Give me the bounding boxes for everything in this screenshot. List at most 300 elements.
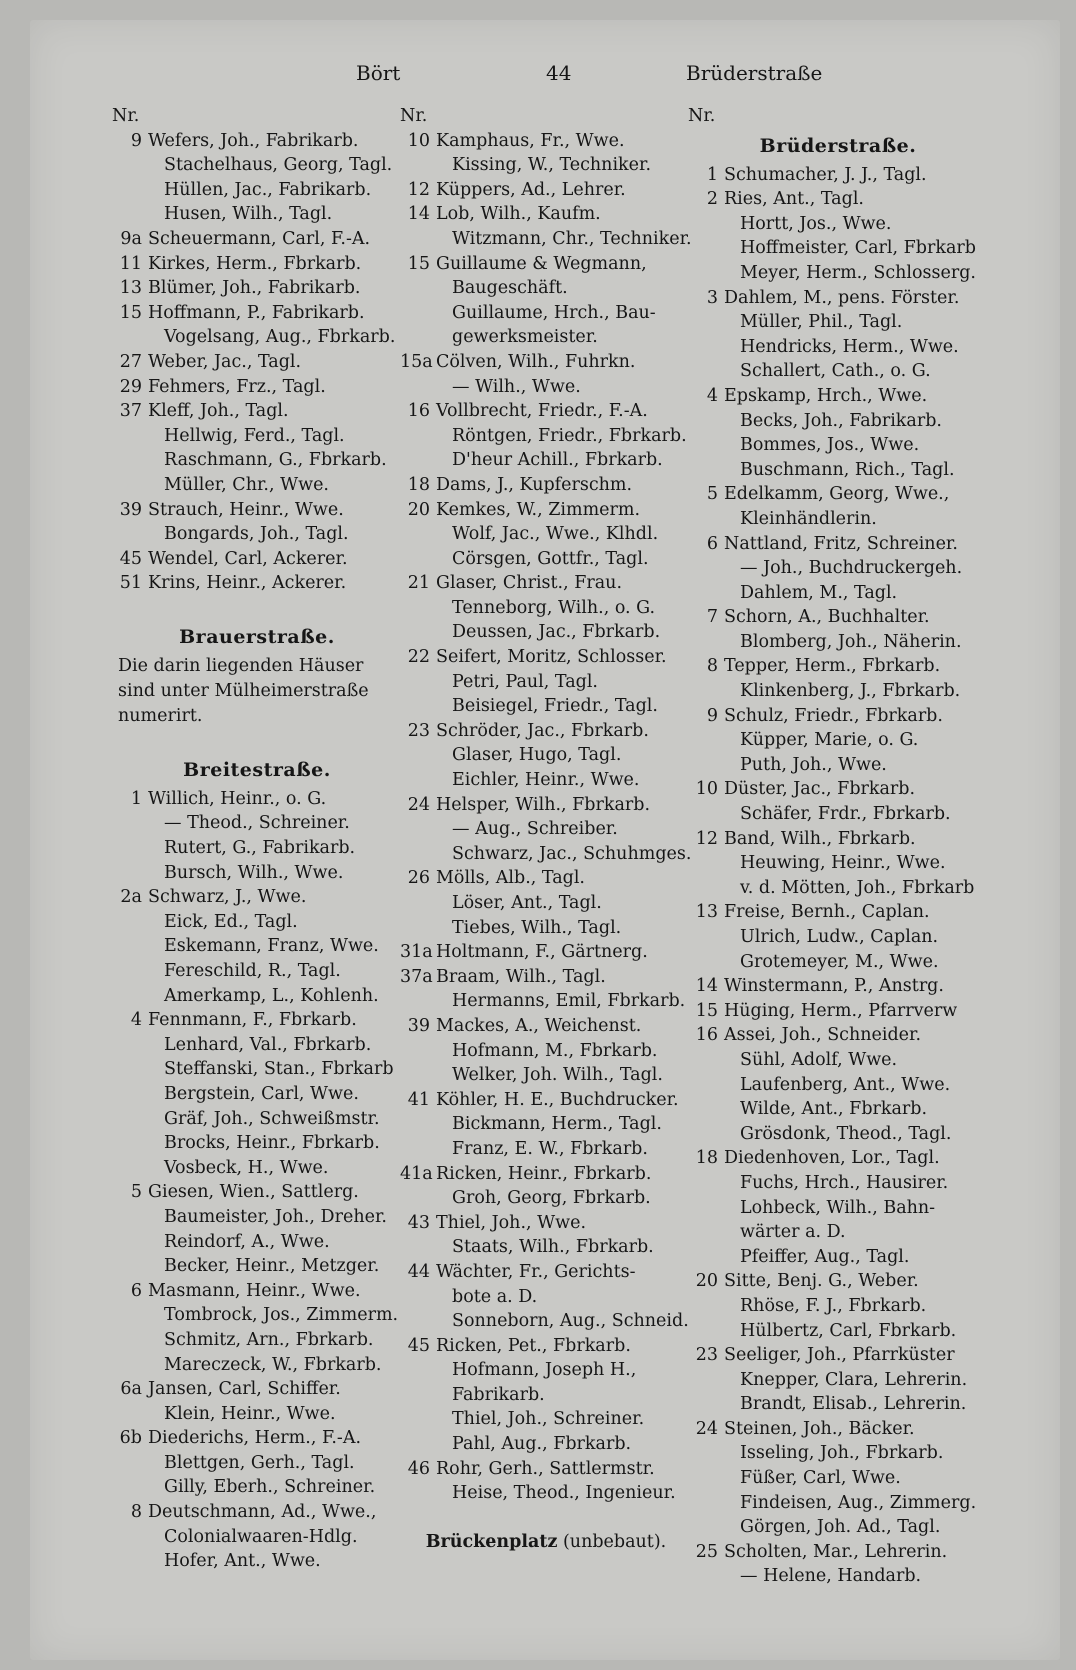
directory-entry xyxy=(400,1162,692,1187)
resident-text: Klinkenberg, J., Fbrkarb. xyxy=(740,681,961,702)
resident-text: Schorn, A., Buchhalter. xyxy=(724,607,930,628)
directory-entry xyxy=(400,1285,692,1310)
directory-entry xyxy=(688,335,988,360)
resident-text: v. d. Mötten, Joh., Fbrkarb xyxy=(740,877,975,898)
directory-entry xyxy=(400,1358,692,1383)
directory-entry xyxy=(112,861,402,886)
house-number: 37a xyxy=(400,966,433,987)
entry-list xyxy=(112,129,402,596)
resident-text: Schäfer, Frdr., Fbrkarb. xyxy=(740,804,951,825)
directory-entry xyxy=(688,482,988,507)
house-number: 2a xyxy=(120,887,142,908)
directory-entry xyxy=(400,620,692,645)
directory-entry xyxy=(112,252,402,277)
directory-entry xyxy=(688,1294,988,1319)
resident-text: Bickmann, Herm., Tagl. xyxy=(452,1114,662,1135)
resident-text: Meyer, Herm., Schlosserg. xyxy=(740,262,976,283)
resident-text: Deutschmann, Ad., Wwe., xyxy=(148,1502,377,1523)
directory-entry xyxy=(688,384,988,409)
resident-text: Hortt, Jos., Wwe. xyxy=(740,213,892,234)
directory-entry xyxy=(688,630,988,655)
page-header xyxy=(116,58,996,88)
house-number: 8 xyxy=(706,656,718,677)
resident-text: Ries, Ant., Tagl. xyxy=(724,189,864,210)
house-number: 20 xyxy=(695,1271,718,1292)
resident-text: bote a. D. xyxy=(452,1286,538,1307)
resident-text: Masmann, Heinr., Wwe. xyxy=(148,1280,361,1301)
resident-text: Becks, Joh., Fabrikarb. xyxy=(740,410,942,431)
resident-text: Sonneborn, Aug., Schneid. xyxy=(452,1311,689,1332)
house-number: 24 xyxy=(407,794,430,815)
nr-label: Nr. xyxy=(688,106,716,126)
note-line: sind unter Mülheimerstraße xyxy=(118,681,369,702)
resident-text: Hoffmann, P., Fabrikarb. xyxy=(148,302,365,323)
resident-text: Schmitz, Arn., Fbrkarb. xyxy=(164,1329,374,1350)
directory-entry xyxy=(400,1407,692,1432)
directory-entry xyxy=(112,1279,402,1304)
directory-entry xyxy=(400,940,692,965)
resident-text: Hülbertz, Carl, Fbrkarb. xyxy=(740,1320,957,1341)
resident-text: Ricken, Heinr., Fbrkarb. xyxy=(436,1163,652,1184)
resident-text: Bursch, Wilh., Wwe. xyxy=(164,862,344,883)
street-heading-breitestrasse: Breitestraße. xyxy=(183,758,331,781)
house-number: 51 xyxy=(119,573,142,594)
directory-entry xyxy=(688,876,988,901)
directory-entry xyxy=(112,1451,402,1476)
directory-entry xyxy=(112,1107,402,1132)
resident-text: Schumacher, J. J., Tagl. xyxy=(724,164,927,185)
directory-entry xyxy=(688,1441,988,1466)
directory-entry xyxy=(112,178,402,203)
directory-entry xyxy=(112,522,402,547)
resident-text: Diedenhoven, Lor., Tagl. xyxy=(724,1148,940,1169)
resident-text: Schallert, Cath., o. G. xyxy=(740,361,931,382)
resident-text: Seifert, Moritz, Schlosser. xyxy=(436,647,667,668)
resident-text: Ulrich, Ludw., Caplan. xyxy=(740,927,939,947)
house-number: 24 xyxy=(695,1418,718,1439)
directory-entry xyxy=(688,950,988,975)
directory-entry xyxy=(112,787,402,812)
resident-text: Jansen, Carl, Schiffer. xyxy=(148,1379,341,1400)
resident-text: Grotemeyer, M., Wwe. xyxy=(740,951,939,972)
directory-entry xyxy=(688,1564,988,1589)
resident-text: Mareczeck, W., Fbrkarb. xyxy=(164,1354,382,1375)
resident-text: Thiel, Joh., Wwe. xyxy=(436,1212,587,1233)
house-number: 4 xyxy=(706,385,718,406)
directory-entry xyxy=(112,571,402,596)
resident-text: Fuchs, Hrch., Hausirer. xyxy=(740,1172,949,1193)
directory-entry xyxy=(688,851,988,876)
directory-entry xyxy=(400,891,692,916)
house-number: 15 xyxy=(695,1000,718,1021)
resident-text: Pahl, Aug., Fbrkarb. xyxy=(452,1434,632,1455)
directory-entry xyxy=(688,753,988,778)
resident-text: Kirkes, Herm., Fbrkarb. xyxy=(148,253,362,274)
directory-entry xyxy=(400,325,692,350)
column-1 xyxy=(112,104,402,1574)
resident-text: — Joh., Buchdruckergeh. xyxy=(740,558,963,579)
resident-text: Franz, E. W., Fbrkarb. xyxy=(452,1138,648,1159)
nr-label: Nr. xyxy=(400,106,428,126)
resident-text: Düster, Jac., Fbrkarb. xyxy=(724,779,916,800)
directory-entry xyxy=(688,507,988,532)
house-number: 16 xyxy=(695,1025,718,1046)
directory-entry xyxy=(400,473,692,498)
resident-text: Fabrikarb. xyxy=(452,1384,545,1405)
directory-entry xyxy=(688,310,988,335)
resident-text: Isseling, Joh., Fbrkarb. xyxy=(740,1443,944,1464)
house-number: 14 xyxy=(407,204,430,225)
directory-entry xyxy=(688,286,988,311)
directory-entry xyxy=(112,1377,402,1402)
house-number: 22 xyxy=(407,647,430,668)
house-number: 21 xyxy=(407,573,430,594)
directory-entry xyxy=(688,187,988,212)
directory-entry xyxy=(400,1137,692,1162)
directory-entry xyxy=(400,399,692,424)
house-number: 39 xyxy=(407,1015,430,1036)
resident-text: Tombrock, Jos., Zimmerm. xyxy=(164,1305,399,1326)
directory-entry xyxy=(688,777,988,802)
directory-entry xyxy=(112,1549,402,1574)
resident-text: Tepper, Herm., Fbrkarb. xyxy=(724,656,941,677)
resident-text: Kissing, W., Techniker. xyxy=(452,155,652,176)
resident-text: Steinen, Joh., Bäcker. xyxy=(724,1418,915,1439)
directory-entry xyxy=(112,811,402,836)
house-number: 43 xyxy=(407,1212,430,1233)
house-number: 46 xyxy=(407,1458,430,1479)
house-number: 23 xyxy=(695,1345,718,1366)
resident-text: gewerksmeister. xyxy=(452,327,598,348)
resident-text: Kemkes, W., Zimmerm. xyxy=(436,499,641,520)
resident-text: Hellwig, Ferd., Tagl. xyxy=(164,425,345,446)
resident-text: — Aug., Schreiber. xyxy=(452,819,618,840)
house-number: 11 xyxy=(119,253,142,274)
resident-text: Wolf, Jac., Wwe., Klhdl. xyxy=(452,524,659,545)
directory-entry xyxy=(688,1122,988,1147)
directory-entry xyxy=(112,1033,402,1058)
directory-entry xyxy=(112,836,402,861)
house-number: 10 xyxy=(695,779,718,800)
directory-entry xyxy=(688,212,988,237)
resident-text: Küppers, Ad., Lehrer. xyxy=(436,179,626,200)
directory-entry xyxy=(688,925,988,950)
resident-text: Laufenberg, Ant., Wwe. xyxy=(740,1074,951,1095)
directory-entry xyxy=(112,1230,402,1255)
brueckenplatz-line xyxy=(400,1530,692,1555)
directory-entry xyxy=(400,719,692,744)
house-number: 45 xyxy=(407,1335,430,1356)
directory-entry xyxy=(112,1500,402,1525)
resident-text: Gilly, Eberh., Schreiner. xyxy=(164,1477,376,1498)
directory-entry xyxy=(112,1082,402,1107)
directory-entry xyxy=(400,1063,692,1088)
resident-text: Strauch, Heinr., Wwe. xyxy=(148,499,344,520)
resident-text: Rhöse, F. J., Fbrkarb. xyxy=(740,1295,927,1316)
resident-text: Steffanski, Stan., Fbrkarb xyxy=(164,1059,394,1080)
header-right: Brüderstraße xyxy=(686,61,823,85)
directory-entry xyxy=(112,473,402,498)
directory-entry xyxy=(112,424,402,449)
directory-entry xyxy=(112,202,402,227)
directory-entry xyxy=(400,743,692,768)
resident-text: Becker, Heinr., Metzger. xyxy=(164,1256,380,1277)
resident-text: Görgen, Joh. Ad., Tagl. xyxy=(740,1517,941,1538)
directory-entry xyxy=(688,1515,988,1540)
directory-entry xyxy=(400,301,692,326)
resident-text: Reindorf, A., Wwe. xyxy=(164,1231,330,1252)
house-number: 26 xyxy=(407,868,430,889)
resident-text: Hofer, Ant., Wwe. xyxy=(164,1551,321,1572)
resident-text: Kamphaus, Fr., Wwe. xyxy=(436,130,625,151)
resident-text: Hüging, Herm., Pfarrverw xyxy=(724,1000,958,1021)
resident-text: — Wilh., Wwe. xyxy=(452,376,581,397)
directory-entry xyxy=(112,1475,402,1500)
resident-text: Freise, Bernh., Caplan. xyxy=(724,902,930,923)
resident-text: Buschmann, Rich., Tagl. xyxy=(740,459,955,480)
directory-entry xyxy=(112,325,402,350)
house-number: 12 xyxy=(695,828,718,849)
directory-entry xyxy=(688,1196,988,1221)
directory-entry xyxy=(400,1457,692,1482)
resident-text: Küpper, Marie, o. G. xyxy=(740,730,919,751)
directory-entry xyxy=(688,1269,988,1294)
directory-entry xyxy=(400,989,692,1014)
directory-entry xyxy=(112,1254,402,1279)
directory-entry xyxy=(400,522,692,547)
directory-entry xyxy=(400,793,692,818)
house-number: 10 xyxy=(407,130,430,151)
house-number: 14 xyxy=(695,976,718,997)
house-number: 37 xyxy=(119,401,142,422)
resident-text: Tenneborg, Wilh., o. G. xyxy=(452,597,656,618)
directory-entry xyxy=(688,1466,988,1491)
street-heading-bruederstrasse: Brüderstraße. xyxy=(759,134,917,157)
resident-text: Hoffmeister, Carl, Fbrkarb xyxy=(740,238,976,259)
directory-entry xyxy=(688,1417,988,1442)
house-number: 6 xyxy=(130,1280,142,1301)
directory-entry xyxy=(688,409,988,434)
directory-entry xyxy=(112,1525,402,1550)
resident-text: Röntgen, Friedr., Fbrkarb. xyxy=(452,425,687,446)
directory-entry xyxy=(400,1309,692,1334)
resident-text: Edelkamm, Georg, Wwe., xyxy=(724,484,950,505)
header-left: Bört xyxy=(356,61,401,85)
house-number: 5 xyxy=(130,1182,142,1203)
resident-text: Giesen, Wien., Sattlerg. xyxy=(148,1182,359,1203)
resident-text: Scholten, Mar., Lehrerin. xyxy=(724,1541,948,1562)
resident-text: Lob, Wilh., Kaufm. xyxy=(436,204,601,225)
resident-text: Knepper, Clara, Lehrerin. xyxy=(740,1369,968,1390)
directory-entry xyxy=(400,350,692,375)
directory-entry xyxy=(112,934,402,959)
resident-text: Mackes, A., Weichenst. xyxy=(436,1015,642,1036)
directory-entry xyxy=(400,768,692,793)
resident-text: Lohbeck, Wilh., Bahn- xyxy=(740,1197,936,1218)
resident-text: Grösdonk, Theod., Tagl. xyxy=(740,1123,952,1144)
house-number: 1 xyxy=(130,788,142,809)
resident-text: Füßer, Carl, Wwe. xyxy=(740,1468,901,1489)
directory-entry xyxy=(400,1481,692,1506)
directory-entry xyxy=(112,885,402,910)
house-number: 25 xyxy=(695,1541,718,1562)
resident-text: Löser, Ant., Tagl. xyxy=(452,893,602,913)
resident-text: Cörsgen, Gottfr., Tagl. xyxy=(452,548,649,569)
resident-text: Beisiegel, Friedr., Tagl. xyxy=(452,696,658,717)
resident-text: Weber, Jac., Tagl. xyxy=(148,351,302,372)
directory-entry xyxy=(112,375,402,400)
house-number: 1 xyxy=(706,164,718,185)
resident-text: Scheuermann, Carl, F.-A. xyxy=(148,228,371,249)
directory-entry xyxy=(112,547,402,572)
house-number: 12 xyxy=(407,179,430,200)
directory-entry xyxy=(688,827,988,852)
directory-entry xyxy=(688,532,988,557)
resident-text: Witzmann, Chr., Techniker. xyxy=(452,228,692,249)
directory-entry xyxy=(400,866,692,891)
entry-list xyxy=(400,129,692,1506)
resident-text: Raschmann, G., Fbrkarb. xyxy=(164,450,387,471)
directory-entry xyxy=(688,1392,988,1417)
resident-text: Schulz, Friedr., Fbrkarb. xyxy=(724,705,943,726)
nr-label: Nr. xyxy=(112,106,140,126)
resident-text: Nattland, Fritz, Schreiner. xyxy=(724,533,958,554)
page-number: 44 xyxy=(546,61,572,85)
resident-text: Brandt, Elisab., Lehrerin. xyxy=(740,1394,967,1415)
resident-text: Petri, Paul, Tagl. xyxy=(452,671,598,692)
brueckenplatz-note: (unbebaut). xyxy=(562,1532,667,1553)
resident-text: Heise, Theod., Ingenieur. xyxy=(452,1483,676,1504)
directory-entry xyxy=(112,350,402,375)
directory-entry xyxy=(112,1180,402,1205)
directory-entry xyxy=(688,236,988,261)
resident-text: Hofmann, M., Fbrkarb. xyxy=(452,1040,658,1061)
directory-entry xyxy=(400,1112,692,1137)
directory-entry xyxy=(688,974,988,999)
directory-entry xyxy=(400,842,692,867)
directory-entry xyxy=(688,261,988,286)
resident-text: Diederichs, Herm., F.-A. xyxy=(148,1428,362,1449)
resident-text: Rutert, G., Fabrikarb. xyxy=(164,838,356,859)
directory-entry xyxy=(688,1491,988,1516)
directory-entry xyxy=(400,965,692,990)
directory-entry xyxy=(400,375,692,400)
resident-text: Fennmann, F., Fbrkarb. xyxy=(148,1010,357,1031)
directory-entry xyxy=(400,1039,692,1064)
resident-text: Heuwing, Heinr., Wwe. xyxy=(740,853,946,874)
directory-entry xyxy=(688,679,988,704)
resident-text: Amerkamp, L., Kohlenh. xyxy=(164,985,379,1006)
directory-entry xyxy=(400,498,692,523)
house-number: 39 xyxy=(119,499,142,520)
directory-entry xyxy=(112,448,402,473)
house-number: 9a xyxy=(120,228,142,249)
directory-entry xyxy=(688,1245,988,1270)
resident-text: — Helene, Handarb. xyxy=(740,1566,922,1587)
resident-text: Pfeiffer, Aug., Tagl. xyxy=(740,1246,910,1267)
house-number: 9 xyxy=(706,705,718,726)
directory-entry xyxy=(400,129,692,154)
directory-entry xyxy=(400,694,692,719)
resident-text: Fereschild, R., Tagl. xyxy=(164,961,341,981)
directory-entry xyxy=(400,1014,692,1039)
directory-entry xyxy=(688,1097,988,1122)
directory-entry xyxy=(112,1328,402,1353)
house-number: 18 xyxy=(407,474,430,495)
resident-text: Stachelhaus, Georg, Tagl. xyxy=(164,155,393,176)
directory-entry xyxy=(400,571,692,596)
directory-entry xyxy=(112,301,402,326)
resident-text: Blümer, Joh., Fabrikarb. xyxy=(148,278,361,299)
directory-entry xyxy=(400,916,692,941)
resident-text: Blettgen, Gerh., Tagl. xyxy=(164,1452,355,1473)
house-number: 23 xyxy=(407,720,430,741)
directory-entry xyxy=(112,227,402,252)
resident-text: Wefers, Joh., Fabrikarb. xyxy=(148,130,359,151)
resident-text: Bergstein, Carl, Wwe. xyxy=(164,1083,359,1104)
directory-entry xyxy=(112,1057,402,1082)
house-number: 15a xyxy=(400,351,433,372)
directory-entry xyxy=(688,556,988,581)
resident-text: Band, Wilh., Fbrkarb. xyxy=(724,828,916,849)
directory-entry xyxy=(400,1088,692,1113)
directory-entry xyxy=(688,1343,988,1368)
resident-text: Lenhard, Val., Fbrkarb. xyxy=(164,1034,372,1055)
directory-entry xyxy=(688,1368,988,1393)
resident-text: Vosbeck, H., Wwe. xyxy=(164,1157,329,1178)
house-number: 20 xyxy=(407,499,430,520)
resident-text: Tiebes, Wilh., Tagl. xyxy=(452,917,622,938)
resident-text: Dams, J., Kupferschm. xyxy=(436,474,633,495)
directory-entry xyxy=(400,1432,692,1457)
house-number: 27 xyxy=(119,351,142,372)
house-number: 44 xyxy=(407,1261,430,1282)
resident-text: Bongards, Joh., Tagl. xyxy=(164,524,349,545)
resident-text: Schwarz, Jac., Schuhmges. xyxy=(452,843,692,864)
directory-entry xyxy=(688,1023,988,1048)
house-number: 41 xyxy=(407,1089,430,1110)
resident-text: Eick, Ed., Tagl. xyxy=(164,911,298,932)
resident-text: Hofmann, Joseph H., xyxy=(452,1360,637,1381)
resident-text: Staats, Wilh., Fbrkarb. xyxy=(452,1237,654,1258)
resident-text: Hüllen, Jac., Fabrikarb. xyxy=(164,179,372,200)
directory-entry xyxy=(400,252,692,277)
directory-entry xyxy=(112,1353,402,1378)
directory-entry xyxy=(688,581,988,606)
house-number: 6a xyxy=(120,1379,142,1400)
resident-text: Vogelsang, Aug., Fbrkarb. xyxy=(164,327,396,348)
directory-entry xyxy=(688,900,988,925)
house-number: 18 xyxy=(695,1148,718,1169)
directory-entry xyxy=(112,276,402,301)
resident-text: Eskemann, Franz, Wwe. xyxy=(164,936,379,957)
directory-entry xyxy=(400,1260,692,1285)
resident-text: Epskamp, Hrch., Wwe. xyxy=(724,385,928,406)
resident-text: Köhler, H. E., Buchdrucker. xyxy=(436,1089,679,1110)
resident-text: Bommes, Jos., Wwe. xyxy=(740,435,920,456)
resident-text: Klein, Heinr., Wwe. xyxy=(164,1403,336,1424)
directory-entry xyxy=(400,202,692,227)
resident-text: Baumeister, Joh., Dreher. xyxy=(164,1206,387,1227)
directory-entry xyxy=(112,1303,402,1328)
house-number: 3 xyxy=(706,287,718,308)
directory-entry xyxy=(688,359,988,384)
resident-text: Willich, Heinr., o. G. xyxy=(148,788,327,809)
street-heading-brueckenplatz: Brückenplatz xyxy=(425,1532,558,1553)
resident-text: Schwarz, J., Wwe. xyxy=(148,887,307,908)
house-number: 29 xyxy=(119,376,142,397)
house-number: 15 xyxy=(119,302,142,323)
